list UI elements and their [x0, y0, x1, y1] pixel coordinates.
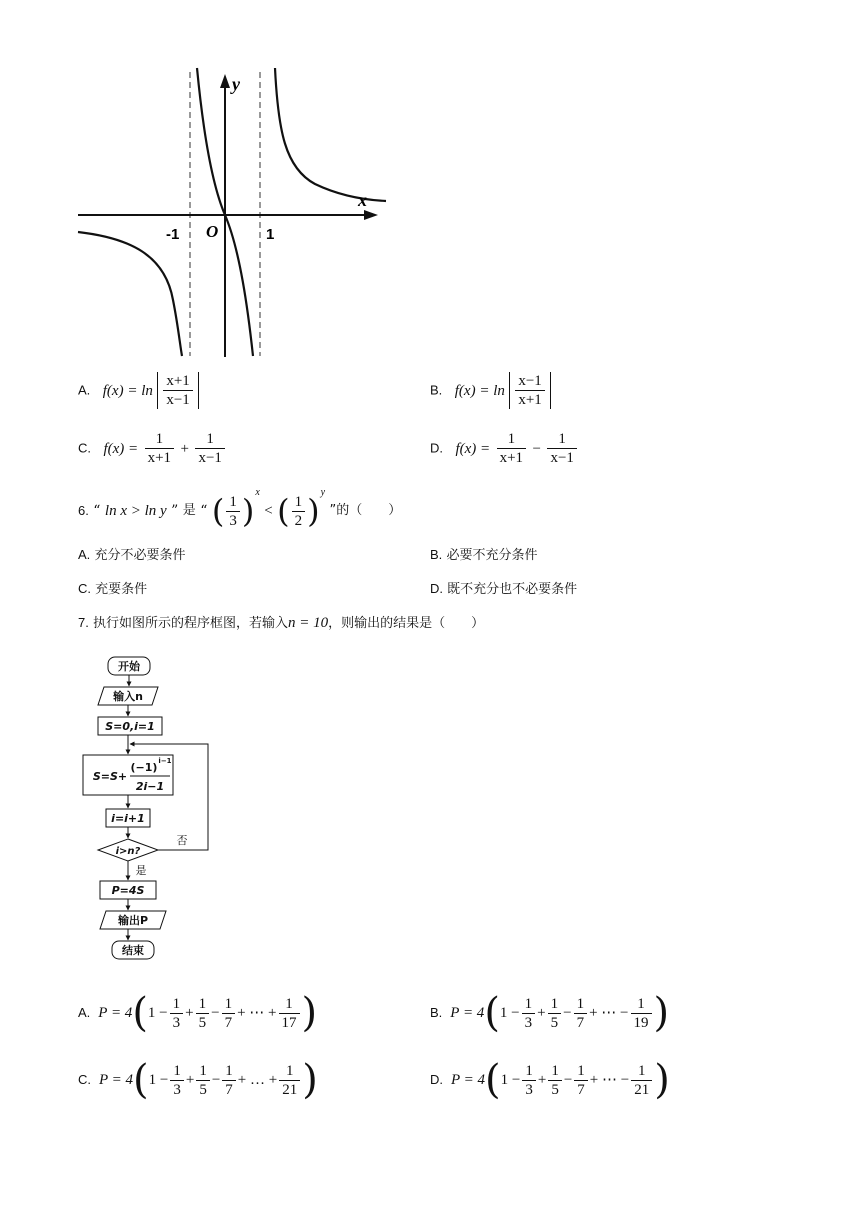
option-a-abs	[157, 372, 198, 409]
flow-condition-label: i>n?	[115, 846, 141, 857]
right-paren: )	[653, 990, 670, 1036]
right-paren: )	[301, 990, 318, 1036]
fraction-numerator: 1	[195, 430, 224, 449]
formula-lhs: P = 4	[450, 1005, 485, 1021]
q6-option-b[interactable]	[430, 545, 537, 566]
option-c-lhs: f(x) =	[103, 440, 139, 457]
formula-fraction: $\frac{1}{3}$	[522, 1062, 536, 1099]
option-letter: C.	[78, 1072, 91, 1087]
q7-stem	[78, 613, 484, 634]
fraction-numerator: 1	[292, 493, 306, 512]
curve-right-branch	[275, 68, 386, 201]
q5-option-a[interactable]	[78, 372, 199, 409]
question-number: 7.	[78, 615, 89, 630]
x-axis-label: x	[358, 190, 367, 210]
formula-fraction: $\frac{1}{5}$	[548, 995, 562, 1032]
q6-tail: ”的（ ）	[329, 503, 402, 518]
fraction-denominator: x−1	[198, 450, 222, 466]
formula-operator: +	[537, 1005, 546, 1021]
q7-stem-math: n = 10	[288, 615, 329, 631]
option-text: 既不充分也不必要条件	[447, 582, 578, 597]
fraction-denominator: 3	[229, 512, 237, 529]
option-letter: A.	[78, 1005, 91, 1020]
right-paren: )	[654, 1057, 670, 1103]
formula-operator: +	[185, 1005, 194, 1021]
formula-lhs: P = 4	[98, 1005, 133, 1021]
origin-label: O	[206, 222, 219, 241]
formula-operator: +	[537, 1072, 547, 1088]
formula-fraction: $\frac{1}{3}$	[170, 995, 184, 1032]
fraction-numerator: 1	[145, 430, 174, 449]
question-number: 6.	[78, 503, 89, 518]
formula-leading-term: 1 −	[499, 1005, 520, 1021]
option-letter: C.	[78, 440, 91, 456]
formula-operator: + ⋯ +	[237, 1005, 277, 1021]
open-quote-2: “	[200, 503, 208, 519]
formula-fraction: $\frac{1}{3}$	[170, 1062, 184, 1099]
option-letter: B.	[430, 547, 443, 562]
option-letter: D.	[430, 581, 443, 596]
flow-update-den: 2i−1	[135, 780, 165, 793]
formula-operator: −	[563, 1005, 572, 1021]
neg-one-label: -1	[166, 226, 180, 243]
fraction-denominator: x+1	[518, 392, 542, 408]
is-word: 是	[182, 503, 196, 518]
option-b-abs	[509, 372, 550, 409]
q5-option-d[interactable]	[430, 430, 579, 467]
option-letter: A.	[78, 547, 91, 562]
formula-fraction: $\frac{1}{3}$	[522, 995, 536, 1032]
formula-fraction: $\frac{1}{5}$	[196, 1062, 210, 1099]
q7-option-c[interactable]	[78, 1057, 318, 1103]
q7-option-b[interactable]	[430, 990, 670, 1036]
q7-stem-pre: 执行如图所示的程序框图，若输入	[92, 616, 288, 631]
option-letter: D.	[430, 440, 443, 456]
option-text: 充分不必要条件	[94, 548, 186, 563]
q7-option-d[interactable]	[430, 1057, 670, 1103]
q6-option-c[interactable]	[78, 579, 147, 600]
close-quote: ”	[171, 503, 179, 519]
fraction-numerator: 1	[497, 430, 526, 449]
fraction-denominator: 2	[294, 512, 303, 529]
fraction-numerator: x−1	[515, 372, 544, 391]
option-d-lhs: f(x) =	[455, 440, 491, 457]
option-a-lhs: f(x) = ln	[102, 382, 153, 399]
flow-update-exp: i−1	[158, 757, 172, 765]
formula-fraction: $\frac{1}{21}$	[631, 1062, 652, 1099]
formula-operator: + … +	[237, 1072, 278, 1088]
formula-operator: +	[185, 1072, 195, 1088]
flow-input-label: 输入n	[113, 690, 143, 703]
formula-leading-term: 1 −	[148, 1072, 169, 1088]
right-paren: )	[302, 1057, 318, 1103]
operator: −	[532, 440, 541, 457]
function-graph	[70, 60, 400, 360]
option-letter: C.	[78, 581, 91, 596]
formula-fraction: $\frac{1}{7}$	[574, 995, 588, 1032]
flow-start-label: 开始	[118, 660, 140, 673]
y-axis-label: y	[232, 74, 240, 94]
formula-fraction: $\frac{1}{5}$	[196, 995, 210, 1032]
formula-operator: −	[211, 1072, 221, 1088]
curve-left-branch	[78, 232, 182, 356]
fraction-denominator: x−1	[550, 450, 574, 466]
q7-stem-post: ，则输出的结果是（ ）	[328, 616, 485, 631]
formula-lhs: P = 4	[451, 1072, 486, 1088]
y-axis-arrow	[220, 74, 230, 88]
formula-leading-term: 1 −	[147, 1005, 168, 1021]
formula-operator: + ⋯ −	[589, 1005, 629, 1021]
flow-no-label: 否	[176, 834, 188, 847]
formula-fraction: $\frac{1}{21}$	[279, 1062, 300, 1099]
flow-update-lhs: S=S+	[92, 770, 128, 783]
x-axis-arrow	[364, 210, 378, 220]
formula-operator: −	[563, 1072, 573, 1088]
formula-fraction: $\frac{1}{7}$	[574, 1062, 588, 1099]
q5-option-c[interactable]	[78, 430, 227, 467]
formula-operator: −	[211, 1005, 220, 1021]
flow-assign-label: P=4S	[111, 884, 145, 897]
option-letter: D.	[430, 1072, 443, 1087]
left-paren: (	[484, 990, 500, 1036]
option-b-lhs: f(x) = ln	[454, 382, 505, 399]
formula-fraction: $\frac{1}{7}$	[222, 995, 236, 1032]
q5-option-b[interactable]	[430, 372, 551, 409]
flow-yes-label: 是	[135, 864, 147, 877]
option-letter: B.	[430, 382, 443, 398]
option-text: 必要不充分条件	[446, 548, 538, 563]
operator: +	[180, 440, 189, 457]
open-quote: “	[93, 503, 101, 519]
left-paren: (	[133, 1057, 149, 1103]
fraction-denominator: x+1	[147, 450, 172, 466]
q6-option-d[interactable]	[430, 579, 577, 600]
left-paren: (	[132, 990, 148, 1036]
less-than: <	[264, 503, 273, 519]
q7-option-a[interactable]	[78, 990, 318, 1036]
flow-output-label: 输出P	[117, 914, 149, 927]
fraction-numerator: 1	[226, 493, 240, 512]
formula-fraction: $\frac{1}{17}$	[279, 995, 300, 1032]
fraction-numerator: x+1	[163, 372, 192, 391]
formula-fraction: $\frac{1}{5}$	[548, 1062, 562, 1099]
option-letter: A.	[78, 382, 91, 398]
q6-condition: ln x > ln y	[104, 503, 167, 519]
q6-stem: 6. “ ln x > ln y ” 是 “ ( $\frac{1}{3}$ )$^x$ < ( $\frac{1}{2}$ )$^y$ ”的（ ）	[78, 487, 402, 530]
flow-end-label: 结束	[122, 944, 144, 957]
formula-fraction: $\frac{1}{19}$	[631, 995, 652, 1032]
exponent: y	[320, 487, 326, 498]
fraction-denominator: x−1	[166, 392, 190, 408]
exponent: x	[255, 487, 260, 498]
left-paren: (	[485, 1057, 501, 1103]
fraction-numerator: 1	[547, 430, 576, 449]
formula-lhs: P = 4	[99, 1072, 134, 1088]
flowchart	[78, 650, 218, 970]
flow-init-label: S=0,i=1	[105, 720, 155, 733]
q6-option-a[interactable]	[78, 545, 185, 566]
formula-fraction: $\frac{1}{7}$	[222, 1062, 236, 1099]
fraction-denominator: x+1	[499, 450, 524, 466]
formula-operator: + ⋯ −	[589, 1072, 630, 1088]
flow-increment-label: i=i+1	[111, 812, 145, 825]
flow-update-num: (−1)	[130, 761, 158, 774]
one-label: 1	[266, 226, 275, 243]
option-text: 充要条件	[95, 582, 148, 597]
option-letter: B.	[430, 1005, 443, 1020]
formula-leading-term: 1 −	[500, 1072, 521, 1088]
